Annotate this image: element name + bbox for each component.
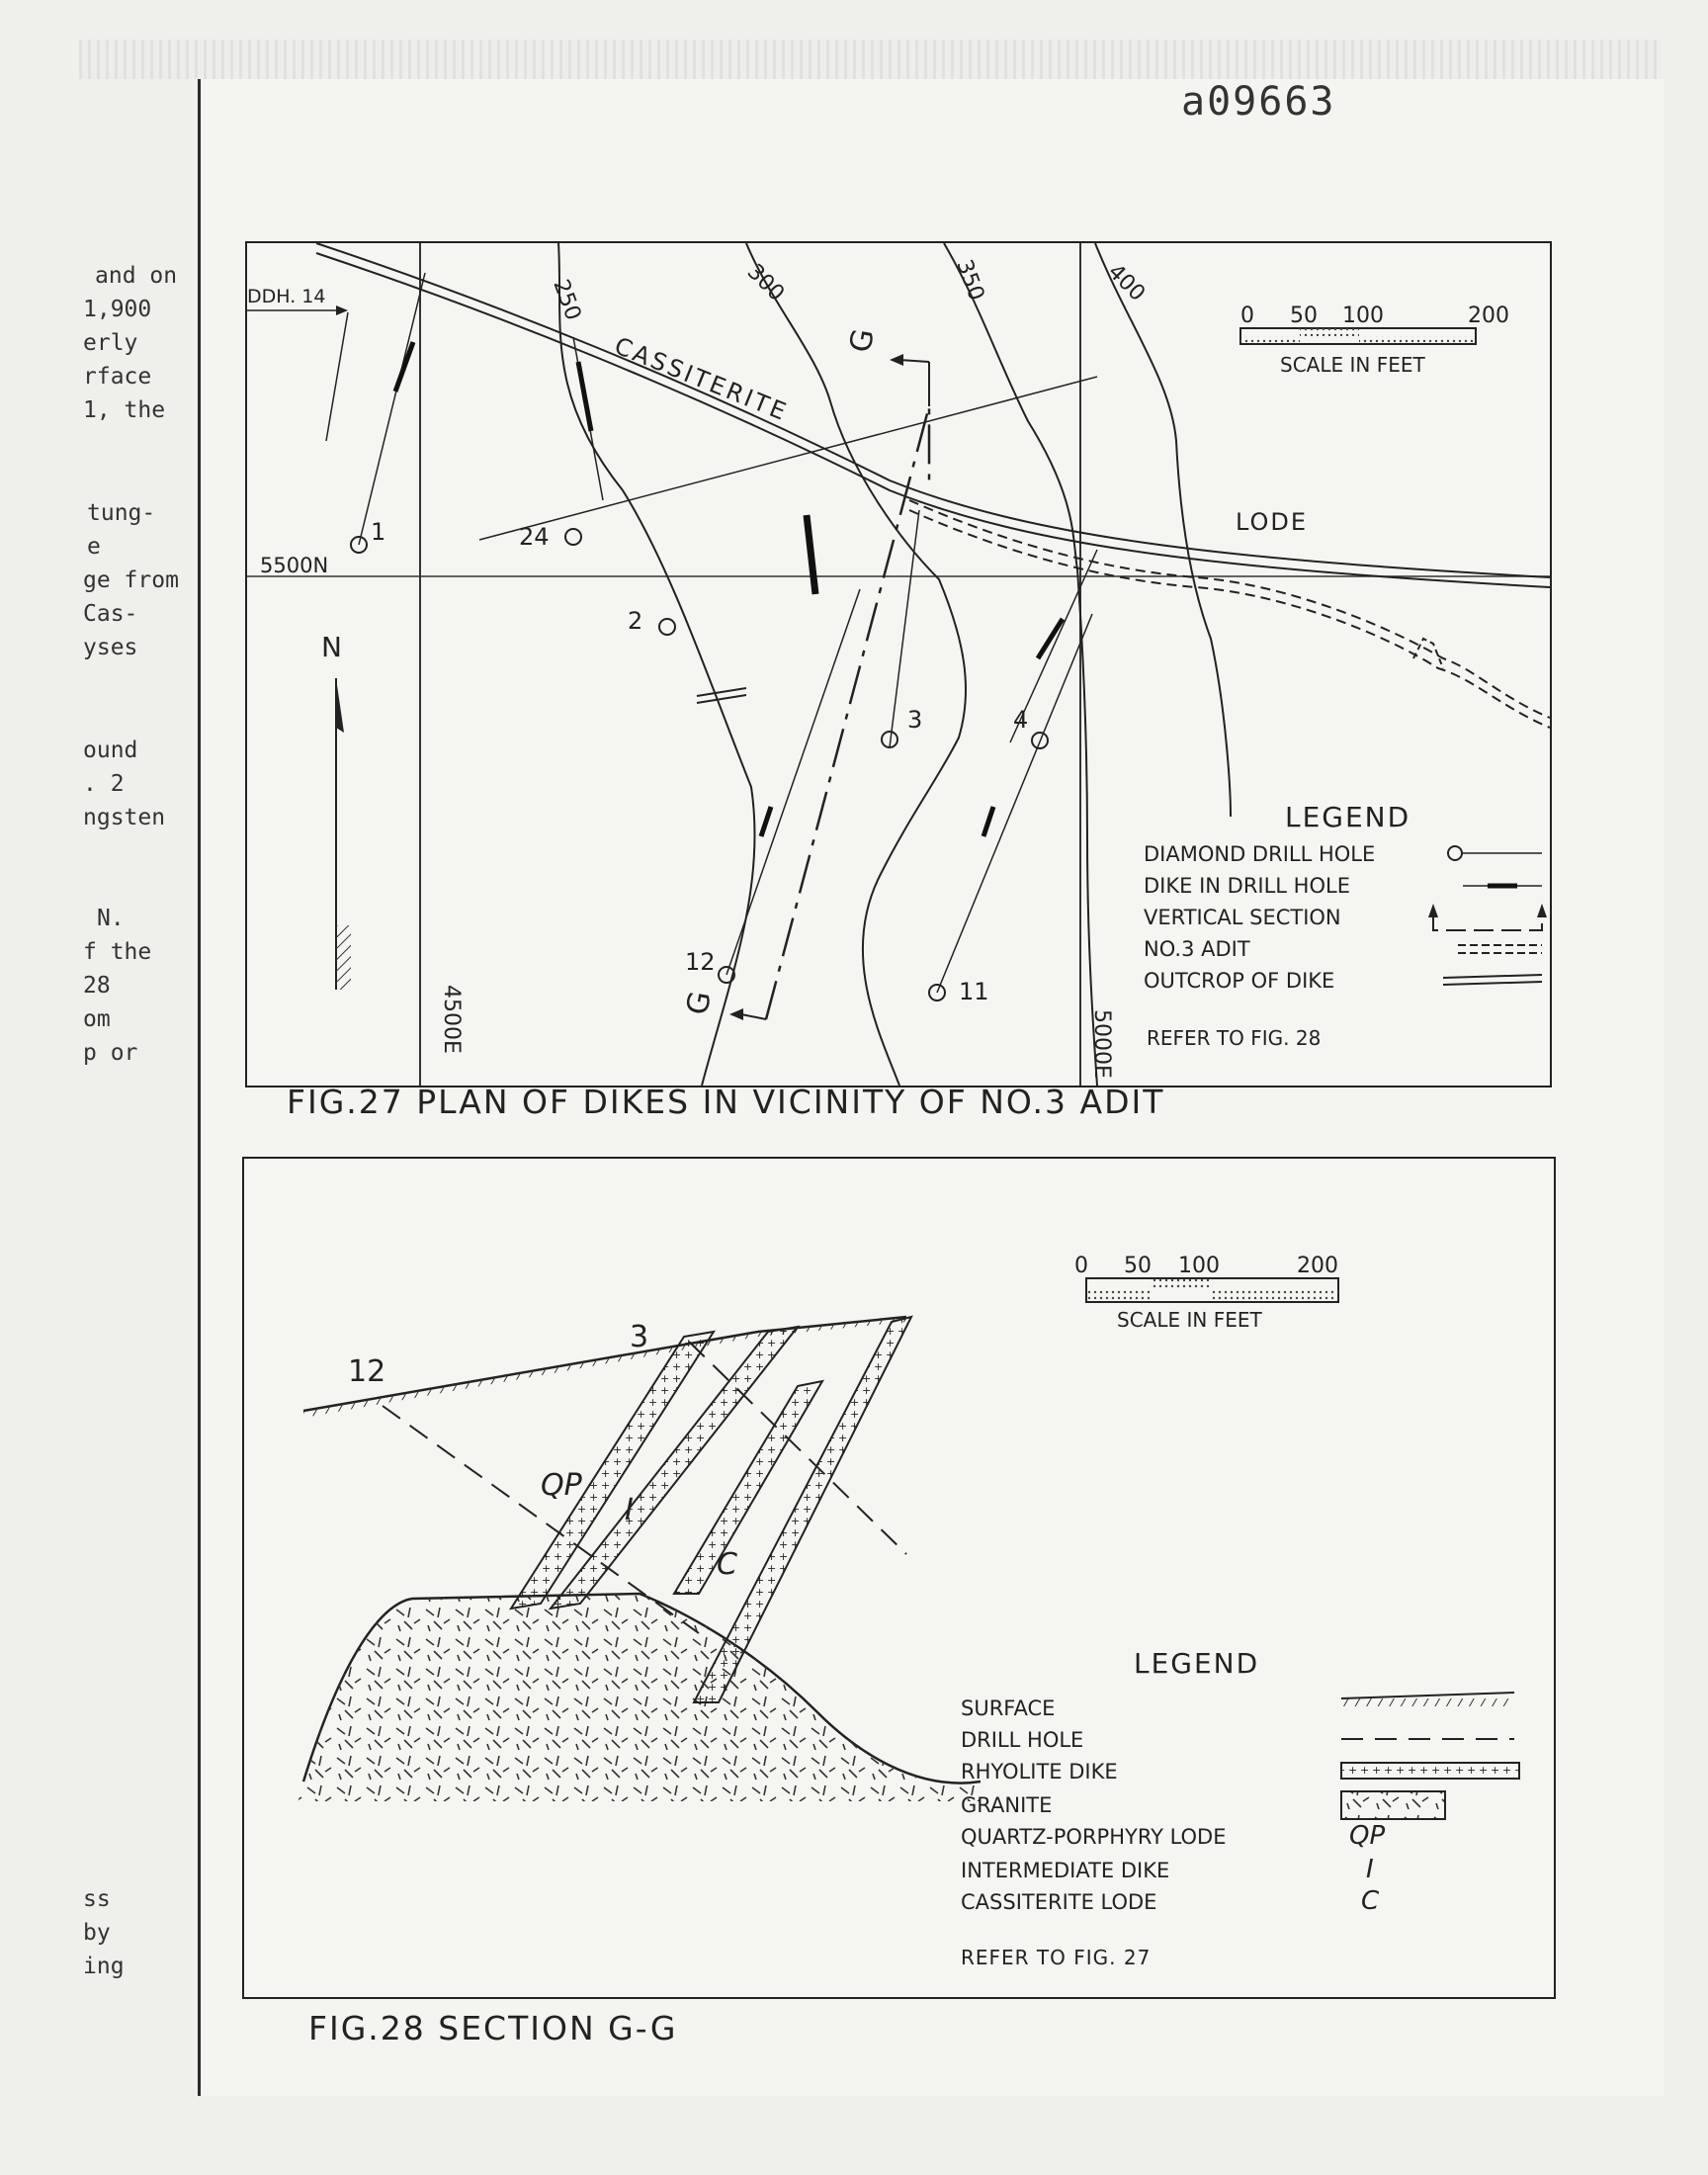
margin-line: ound [83,738,138,763]
hole-label-4: 4 [1013,706,1029,734]
hole-label-12: 12 [685,948,716,976]
margin-line: ngsten [83,805,166,830]
lode-label-cassiterite: CASSITERITE [610,331,793,427]
section-hole-12-label: 12 [348,1354,386,1389]
grid-label-4500e: 4500E [439,985,464,1054]
margin-line: . 2 [83,771,125,797]
section-arrow-head [890,354,903,366]
margin-line: Cas- [83,601,138,627]
fig27-svg [247,243,1550,1086]
legend-symbol-qp: QP [1349,1821,1386,1851]
dike-rhyolite [674,1381,822,1594]
margin-line: and on [95,263,178,289]
drill-hole-1-trace [359,273,425,545]
legend-title: LEGEND [1134,1647,1260,1680]
legend-item-granite: GRANITE [961,1793,1053,1817]
ground-surface-hatch [303,1317,906,1418]
margin-line: ing [83,1954,125,1979]
legend-item-no3-adit: NO.3 ADIT [1144,937,1250,961]
no3-adit [909,500,1550,718]
scale-tick: 100 [1342,304,1384,328]
fig27-legend [1144,801,1547,1050]
no3-adit-inner [909,510,1550,728]
drill-hole-11-trace [937,614,1092,993]
legend-item-outcrop-of-dike: OUTCROP OF DIKE [1144,969,1335,993]
granite-body [244,1584,995,1801]
section-line-g-g [766,406,929,1019]
scale-tick: 200 [1297,1254,1338,1278]
fig27-map [245,241,1552,1088]
dike-segment [983,807,993,836]
fig27-scale [1240,304,1509,377]
legend-item-drill-hole: DRILL HOLE [961,1728,1084,1752]
contour-400 [1095,243,1231,817]
scale-tick: 50 [1290,304,1318,328]
scale-segment [1240,336,1300,344]
fig28-section [242,1157,1556,1999]
scale-tick: 100 [1178,1254,1220,1278]
north-arrow-tail [336,925,351,990]
margin-line: N. [97,906,125,931]
section-label-g-bottom: G [680,989,719,1018]
legend-title: LEGEND [1285,801,1411,833]
margin-line: yses [83,635,138,660]
legend-item-rhyolite-dike: RHYOLITE DIKE [961,1760,1118,1784]
legend-item-surface: SURFACE [961,1696,1056,1720]
fig28-legend [961,1647,1519,1969]
hole-label-2: 2 [628,607,643,635]
legend-symbol-rhyolite [1341,1763,1519,1779]
margin-line: 28 [83,973,111,999]
section-arrow [899,360,929,362]
contour-label-350: 350 [951,256,989,304]
drill-hole-24 [565,529,581,545]
scale-tick: 200 [1468,304,1509,328]
scan-noise [79,40,1661,79]
legend-item-intermediate-dike: INTERMEDIATE DIKE [961,1859,1170,1882]
scale-segment [1359,336,1476,344]
margin-line: rface [83,364,152,390]
margin-line: ss [83,1886,111,1912]
legend-item-qp-lode: QUARTZ-PORPHYRY LODE [961,1825,1227,1849]
outcrop-dike [697,695,746,703]
margin-line: tung- [87,500,156,526]
fig28-caption: FIG.28 SECTION G-G [308,2009,678,2047]
drill-hole-14-trace [326,312,348,441]
legend-symbol-i: I [1366,1855,1374,1884]
ddh-pointer-head [336,305,348,315]
north-arrow-head [336,678,344,733]
hole-label-24: 24 [519,523,550,551]
margin-line: e [87,534,101,560]
legend-symbol-section [1433,915,1542,930]
section-arrow-head [729,1008,743,1020]
margin-line: om [83,1006,111,1032]
legend-symbol-arrow [1428,904,1438,917]
scale-tick: 0 [1074,1254,1088,1278]
scale-tick: 50 [1124,1254,1152,1278]
margin-line: erly [83,330,138,356]
contour-label-400: 400 [1102,259,1151,306]
section-hole-3-label: 3 [630,1320,649,1354]
legend-symbol-outcrop [1443,982,1542,985]
contour-300 [746,243,966,1086]
north-label: N [321,631,342,663]
scale-segment [1213,1290,1338,1302]
margin-line: by [83,1920,111,1946]
margin-line: ge from [83,567,179,593]
margin-line: p or [83,1040,138,1066]
scale-label: SCALE IN FEET [1280,353,1425,377]
cassiterite-lode [316,243,1550,577]
scale-segment [1086,1290,1150,1302]
scale-segment [1300,328,1359,336]
legend-symbol-arrow [1537,904,1547,917]
legend-item-vertical-section: VERTICAL SECTION [1144,906,1341,929]
legend-symbol-c: C [1361,1886,1380,1916]
legend-symbol-granite [1341,1791,1445,1819]
legend-item-diamond-drill-hole: DIAMOND DRILL HOLE [1144,842,1376,866]
dike-label-qp: QP [541,1468,582,1503]
scale-segment [1150,1278,1213,1290]
outcrop-dike [807,515,815,594]
outcrop-dike [697,688,746,696]
adit-spur [1413,639,1443,668]
margin-line: 1, the [83,397,166,423]
scale-label: SCALE IN FEET [1117,1308,1262,1332]
hole-label-11: 11 [959,978,989,1005]
fig27-caption: FIG.27 PLAN OF DIKES IN VICINITY OF NO.3 ADIT [287,1083,1165,1121]
drill-hole-12-trace [726,589,860,975]
section-label-g-top: G [843,326,882,356]
lode-label-lode: LODE [1236,508,1309,536]
legend-symbol-hole [1448,846,1462,860]
legend-symbol-surface-hatch [1341,1698,1509,1706]
dike-segment [395,342,413,392]
grid-label-5000e: 5000E [1089,1009,1114,1079]
legend-symbol-outcrop [1443,975,1542,978]
fig28-scale [1074,1254,1338,1332]
ddh-label: DDH. 14 [247,286,326,307]
dike-segment [761,807,771,836]
legend-refer: REFER TO FIG. 28 [1147,1026,1322,1050]
fig28-svg [244,1159,1554,1997]
hole-label-3: 3 [907,706,923,734]
scale-tick: 0 [1240,304,1254,328]
margin-line: 1,900 [83,297,152,322]
margin-line: f the [83,939,152,965]
dike-label-c: C [717,1547,737,1582]
hole-label-1: 1 [371,518,386,546]
contour-label-300: 300 [741,259,790,306]
grid-label-5500n: 5500N [260,554,329,577]
dike-label-i: I [625,1493,634,1527]
legend-item-cassiterite-lode: CASSITERITE LODE [961,1890,1157,1914]
document-id: a09663 [1181,79,1336,125]
contour-350 [944,243,1097,1086]
legend-refer: REFER TO FIG. 27 [961,1946,1152,1969]
drill-hole-2 [659,619,675,635]
legend-symbol-surface [1341,1693,1514,1698]
section-arrow [741,1014,766,1019]
contour-label-250: 250 [548,276,586,324]
legend-item-dike-in-drill-hole: DIKE IN DRILL HOLE [1144,874,1350,898]
